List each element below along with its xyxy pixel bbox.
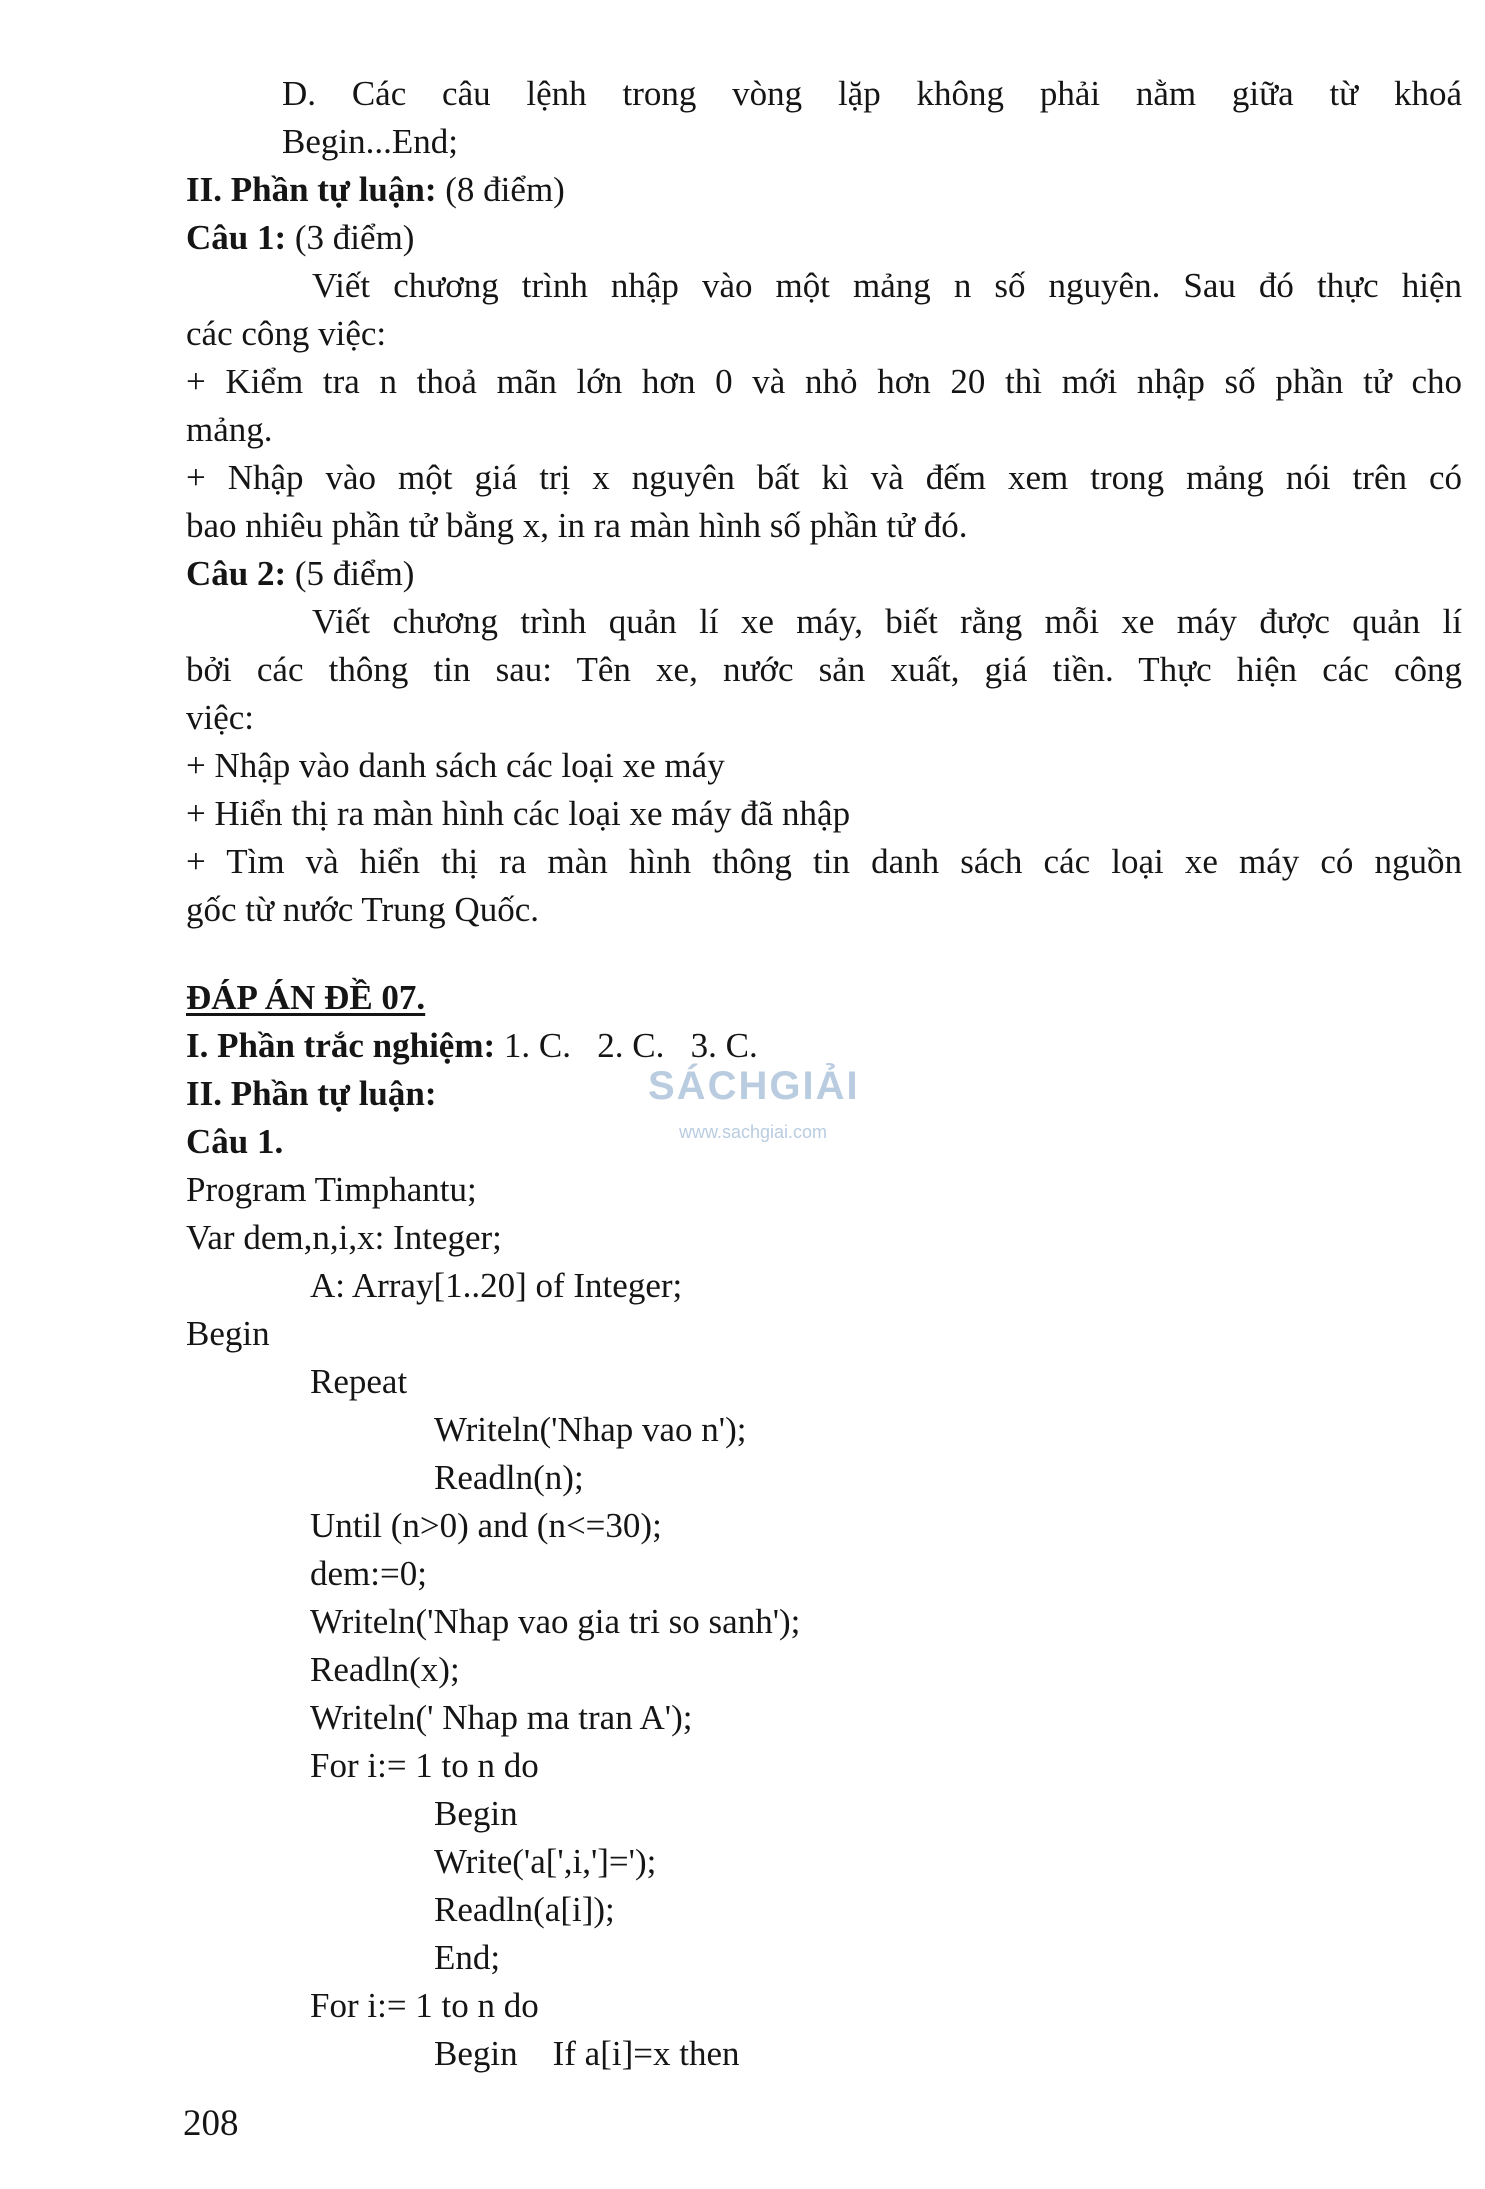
question-2-heading bbox=[186, 550, 414, 598]
question-1-label: Câu 1: bbox=[186, 218, 287, 257]
code-line: Begin bbox=[186, 1314, 270, 1353]
question-2-text-1: Viết chương trình quản lí xe máy, biết rằng mỗi xe máy được quản lí bbox=[312, 602, 1462, 641]
question-1-text-2: các công việc: bbox=[186, 314, 387, 353]
code-line: A: Array[1..20] of Integer; bbox=[310, 1266, 683, 1305]
page-number: 208 bbox=[183, 2103, 239, 2144]
code-line: End; bbox=[434, 1938, 501, 1977]
code-line: Readln(x); bbox=[310, 1650, 460, 1689]
watermark-logo: SÁCHGIẢI bbox=[648, 1064, 860, 1108]
question-2-text-3: việc: bbox=[186, 698, 255, 737]
code-line: Writeln('Nhap vao n'); bbox=[434, 1410, 747, 1449]
question-2-task-3b: gốc từ nước Trung Quốc. bbox=[186, 890, 539, 929]
section-heading-label: II. Phần tự luận: bbox=[186, 170, 437, 209]
code-line: For i:= 1 to n do bbox=[310, 1986, 539, 2025]
code-line: Writeln(' Nhap ma tran A'); bbox=[310, 1698, 693, 1737]
question-1-points: (3 điểm) bbox=[286, 218, 415, 257]
question-2-task-3a: + Tìm và hiển thị ra màn hình thông tin danh sách các loại xe máy có nguồn bbox=[186, 842, 1462, 881]
code-line: Var dem,n,i,x: Integer; bbox=[186, 1218, 502, 1257]
watermark-url: www.sachgiai.com bbox=[678, 1122, 828, 1142]
code-line: Writeln('Nhap vao gia tri so sanh'); bbox=[310, 1602, 801, 1641]
question-2-points: (5 điểm) bbox=[286, 554, 415, 593]
question-1-task-1a: + Kiểm tra n thoả mãn lớn hơn 0 và nhỏ hơn 20 thì mới nhập số phần tử cho bbox=[186, 362, 1462, 401]
code-line: Readln(a[i]); bbox=[434, 1890, 615, 1929]
code-line: dem:=0; bbox=[310, 1554, 427, 1593]
question-1-task-2a: + Nhập vào một giá trị x nguyên bất kì và đếm xem trong mảng nói trên có bbox=[186, 458, 1462, 497]
question-1-text-1: Viết chương trình nhập vào một mảng n số nguyên. Sau đó thực hiện bbox=[312, 266, 1462, 305]
answer-question-1-heading: Câu 1. bbox=[186, 1122, 284, 1161]
code-line: Program Timphantu; bbox=[186, 1170, 477, 1209]
code-line: Readln(n); bbox=[434, 1458, 584, 1497]
question-2-task-2: + Hiển thị ra màn hình các loại xe máy đã nhập bbox=[186, 794, 851, 833]
section-heading-essay bbox=[186, 166, 565, 214]
answer-multiple-choice-values: 1. C. 2. C. 3. C. bbox=[495, 1026, 758, 1065]
option-d-line-2: Begin...End; bbox=[282, 122, 458, 161]
watermark bbox=[648, 1062, 858, 1152]
question-2-task-1: + Nhập vào danh sách các loại xe máy bbox=[186, 746, 725, 785]
section-heading-points: (8 điểm) bbox=[436, 170, 565, 209]
question-2-label: Câu 2: bbox=[186, 554, 287, 593]
question-1-task-2b: bao nhiêu phần tử bằng x, in ra màn hình số phần tử đó. bbox=[186, 506, 968, 545]
code-line: Begin If a[i]=x then bbox=[434, 2034, 740, 2073]
question-2-text-2: bởi các thông tin sau: Tên xe, nước sản xuất, giá tiền. Thực hiện các công bbox=[186, 650, 1462, 689]
code-line: Begin bbox=[434, 1794, 518, 1833]
question-1-task-1b: mảng. bbox=[186, 410, 273, 449]
code-line: For i:= 1 to n do bbox=[310, 1746, 539, 1785]
question-1-heading bbox=[186, 214, 414, 262]
option-d-line-1: D. Các câu lệnh trong vòng lặp không phải nằm giữa từ khoá bbox=[282, 74, 1462, 113]
code-line: Until (n>0) and (n<=30); bbox=[310, 1506, 662, 1545]
code-line: Repeat bbox=[310, 1362, 408, 1401]
answer-essay-heading: II. Phần tự luận: bbox=[186, 1074, 437, 1113]
code-line: Write('a[',i,']='); bbox=[434, 1842, 657, 1881]
answer-multiple-choice-label: I. Phần trắc nghiệm: bbox=[186, 1026, 496, 1065]
answer-key-title: ĐÁP ÁN ĐỀ 07. bbox=[186, 978, 426, 1017]
